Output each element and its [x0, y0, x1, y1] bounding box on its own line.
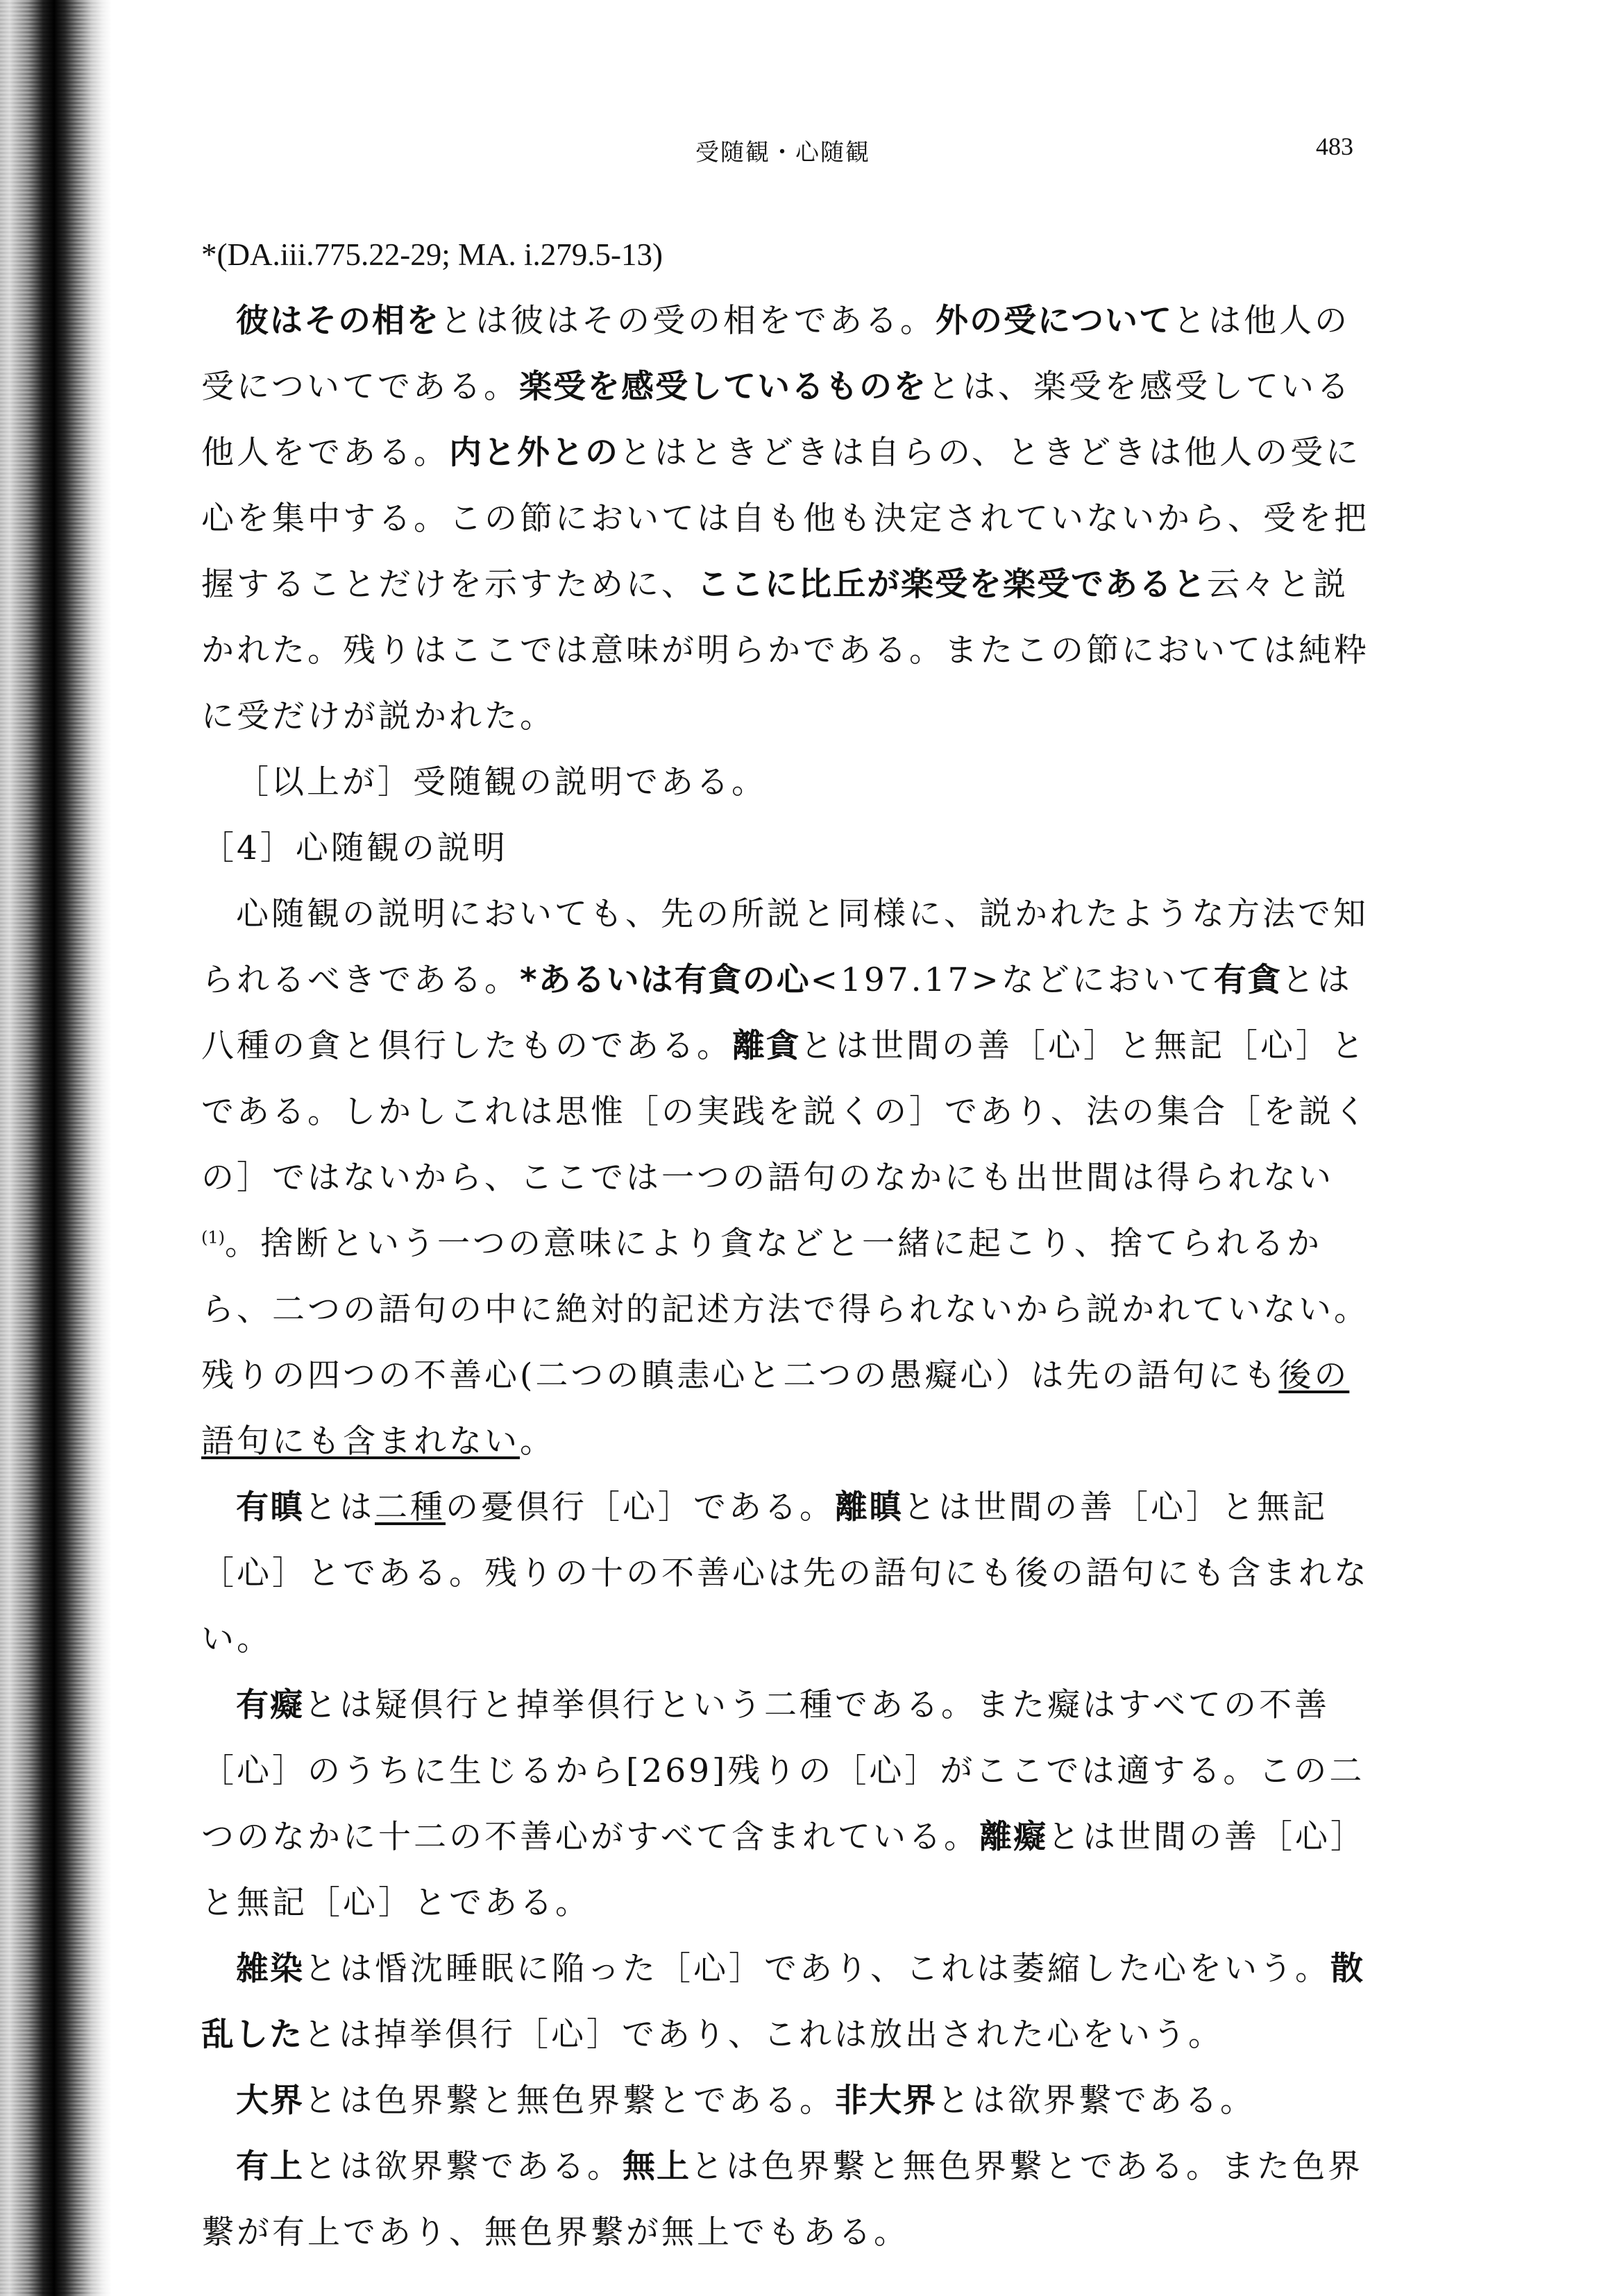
text: 。捨断という一つの意味により貪などと一緒に起こり、捨てられるから、二つの語句の中に絶対的記述方法で得られないから説かれていない。残りの四つの不善心(二つの瞋恚心と二つの愚癡心）は先の語句にも — [201, 1225, 1369, 1395]
paragraph-8 — [201, 2134, 1381, 2265]
text: 心随観の説明においても、先の所説と同様に、説かれたような方法で知られるべきである。 — [201, 895, 1369, 999]
text: とは他人の受についてである。 — [201, 302, 1351, 406]
term: 非大界 — [835, 2082, 937, 2120]
text: とは疑倶行と掉挙倶行という二種である。また癡はすべての不善［心］のうちに生じるから[269]残りの［心］がここでは適する。この二つのなかに十二の不善心がすべて含まれている。 — [201, 1686, 1365, 1856]
paragraph-5 — [201, 1672, 1381, 1936]
section-heading: ［4］心随観の説明 — [201, 829, 508, 867]
paragraph-1 — [201, 288, 1381, 749]
text: とは世間の善［心］と無記［心］とである。残りの十の不善心は先の語句にも後の語句にも含まれない。 — [201, 1488, 1369, 1658]
term: 有瞋 — [236, 1488, 304, 1527]
text: とは掉挙倶行［心］であり、これは放出された心をいう。 — [303, 2016, 1224, 2054]
paragraph-6 — [201, 1936, 1381, 2068]
term: 散乱した — [201, 1950, 1364, 2054]
term: 楽受を感受しているものを — [519, 368, 928, 406]
text: とは色界繋と無色界繋とである。 — [304, 2082, 835, 2120]
text: とは八種の貪と倶行したものである。 — [201, 961, 1353, 1065]
text: とは世間の善［心］と無記［心］とである。しかしこれは思惟［の実践を説くの］であり、法の集合［を説くの］ではないから、ここでは一つの語句のなかにも出世間は得られない — [201, 1027, 1369, 1197]
term: 離癡 — [979, 1818, 1048, 1856]
reference-line: *(DA.iii.775.22-29; MA. i.279.5-13) — [201, 237, 663, 272]
page-body — [201, 222, 1381, 2265]
term: 彼はその相を — [236, 302, 440, 340]
underlined-text: 二種 — [375, 1488, 446, 1527]
text: とは欲界繋である。 — [304, 2148, 623, 2186]
text: 云々と説かれた。残りはここでは意味が明らかである。またこの節においては純粋に受だけが説かれた。 — [201, 566, 1369, 735]
text: とは色界繋と無色界繋とである。また色界繋が有上であり、無色界繋が無上でもある。 — [201, 2148, 1363, 2252]
term: *あるいは有貪の心 — [520, 961, 811, 999]
page-header — [201, 129, 1353, 171]
text: とはときどきは自らの、ときどきは他人の受に心を集中する。この節においては自も他も決定されていないから、受を把握することだけを示すために、 — [201, 434, 1369, 604]
text: の憂倶行［心］である。 — [446, 1488, 835, 1527]
term: 雑染 — [236, 1950, 304, 1988]
text: とは彼はその受の相をである。 — [440, 302, 936, 340]
footnote-marker: (1) — [201, 1227, 225, 1248]
running-title: 受随観・心随観 — [695, 139, 870, 167]
paragraph-2: ［以上が］受随観の説明である。 — [236, 763, 767, 801]
book-spine-shadow — [0, 0, 111, 2296]
term: 大界 — [236, 2082, 304, 2120]
text: 。 — [520, 1422, 555, 1461]
term: 有貪 — [1213, 961, 1282, 999]
term: 有上 — [236, 2148, 304, 2186]
paragraph-4 — [201, 1474, 1381, 1672]
page-number: 483 — [1316, 133, 1353, 160]
text: とは欲界繋である。 — [937, 2082, 1255, 2120]
term: ここに比丘が楽受を楽受であると — [697, 566, 1207, 604]
term: 内と外との — [449, 434, 619, 472]
text: とは世間の善［心］と無記［心］とである。 — [201, 1818, 1367, 1922]
text: とは、楽受を感受している他人をである。 — [201, 368, 1353, 472]
term: 外の受について — [936, 302, 1174, 340]
term: 有癡 — [236, 1686, 304, 1724]
underlined-text: 後の語句にも含まれない — [201, 1357, 1350, 1461]
text: とは惛沈睡眠に陥った［心］であり、これは萎縮した心をいう。 — [304, 1950, 1330, 1988]
paragraph-7 — [201, 2068, 1381, 2134]
paragraph-3 — [201, 881, 1381, 1474]
term: 離貪 — [732, 1027, 800, 1065]
term: 離瞋 — [835, 1488, 903, 1527]
text: とは — [304, 1488, 375, 1527]
term: 無上 — [623, 2148, 691, 2186]
text: <197.17>などにおいて — [810, 961, 1214, 999]
